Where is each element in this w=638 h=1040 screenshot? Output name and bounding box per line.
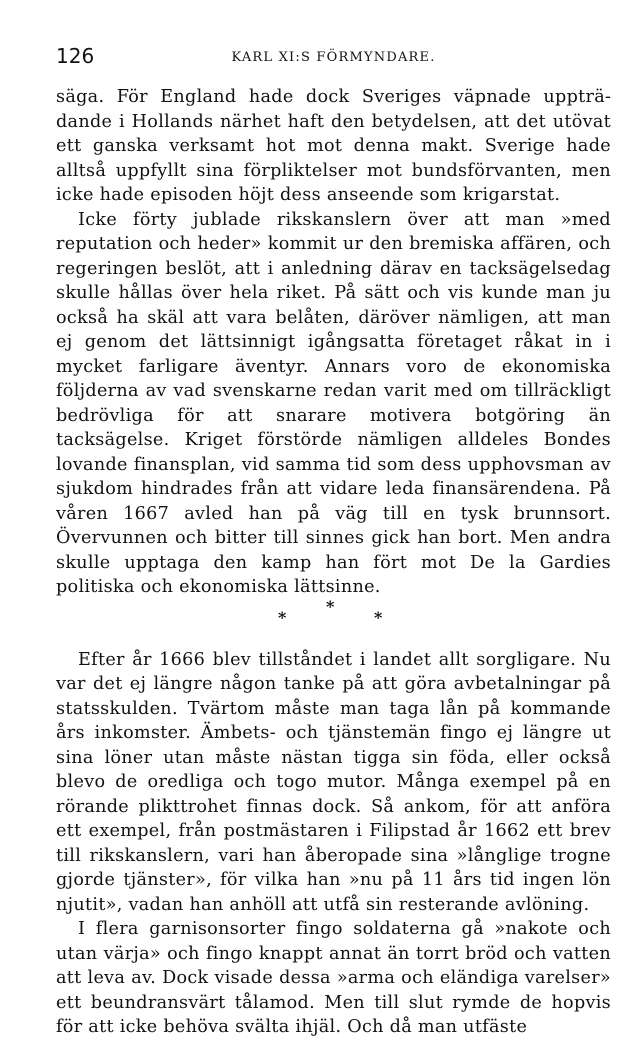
paragraph-efter-1666: Efter år 1666 blev tillståndet i landet allt sorgligare. Nu var det ej längre någon tanke på att göra avbetalningar på statsskulden. Tvärtom måste man taga lån på kommande års inkomster. Ämbets- och tjänstemän fingo ej längre ut sina löner utan måste nästan tigga sin föda, eller också blevo de oredliga och togo mutor. Många exempel på en rörande plikttrohet finnas dock. Så ankom, för att anföra ett exempel, från postmästaren i Filipstad år 1662 ett brev till rikskanslern, vari han åberopade sina »långlige trogne gjorde tjänster», för vilka han »nu på 11 års tid ingen lön njutit», vadan han anhöll att utfå sin resterande avlöning. xyxy=(56,649,611,915)
section-star: * xyxy=(278,607,287,627)
paragraph-continuation: säga. För England hade dock Sveriges väpnade uppträdande i Hollands närhet haft den betydelsen, att det utövat ett ganska verksamt hot mot denna makt. Sverige hade alltså uppfyllt sina förpliktelser mot bundsförvanten, men icke hade episoden höjt dess anseende som krigarstat. xyxy=(56,87,611,205)
section-star: * xyxy=(326,596,335,616)
section-star: * xyxy=(374,607,383,627)
body-text xyxy=(56,85,611,1040)
paragraph-garnisonsorter: I flera garnisonsorter fingo soldaterna gå »nakote och utan värja» och fingo knappt annat än torrt bröd och vatten att leva av. Dock visade dessa »arma och eländiga varelser» ett beundransvärt tålamod. Men till slut rymde de hopvis för att icke behöva svälta ihjäl. Och då man utfäste xyxy=(56,919,611,1037)
running-title: KARL XI:S FÖRMYNDARE. xyxy=(231,50,436,65)
page-number: 126 xyxy=(56,44,95,68)
section-break xyxy=(56,596,611,648)
paragraph-rikskanslern: Icke förty jublade rikskanslern över att man »med reputation och heder» kommit ur den bremiska affären, och regeringen beslöt, att i anledning därav en tacksägelsedag skulle hållas över hela riket. På sätt och vis kunde man ju också ha skäl att vara belåten, däröver nämligen, att man ej genom det lättsinnigt igångsatta företaget råkat in i mycket farligare äventyr. Annars voro de ekonomiska följderna av vad svenskarne redan varit med om tillräckligt bedrövliga för att snarare motivera botgöring än tacksägelse. Kriget förstörde nämligen alldeles Bondes lovande finansplan, vid samma tid som dess upphovsman av sjukdom hindrades från att vidare leda finansärendena. På våren 1667 avled han på väg till en tysk brunnsort. Övervunnen och bitter till sinnes gick han bort. Men andra skulle upptaga den kamp han fört mot De la Gardies politiska och ekonomiska lättsinne. xyxy=(56,209,611,597)
page-header xyxy=(56,44,611,68)
